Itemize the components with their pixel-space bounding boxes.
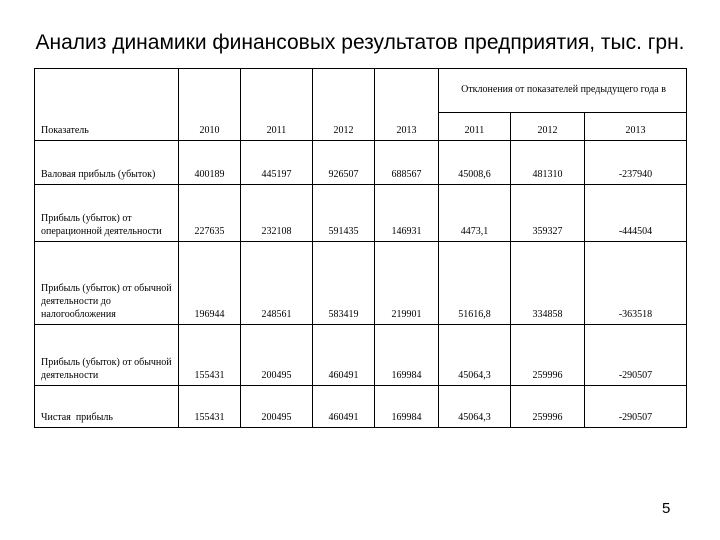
cell-value: 688567 — [375, 141, 439, 185]
cell-deviation: 45064,3 — [439, 325, 511, 386]
header-year: 2010 — [179, 69, 241, 141]
cell-value: 155431 — [179, 325, 241, 386]
cell-value: 232108 — [241, 185, 313, 242]
cell-value: 583419 — [313, 242, 375, 325]
cell-deviation: 45064,3 — [439, 386, 511, 428]
header-indicator: Показатель — [35, 69, 179, 141]
cell-deviation: -290507 — [585, 325, 687, 386]
cell-value: 155431 — [179, 386, 241, 428]
row-label: Прибыль (убыток) от обычной деятельности до налогообложения — [35, 242, 179, 325]
header-year: 2012 — [313, 69, 375, 141]
row-label: Прибыль (убыток) от операционной деятельности — [35, 185, 179, 242]
table-row — [35, 325, 687, 386]
cell-deviation: 259996 — [511, 325, 585, 386]
cell-value: 460491 — [313, 325, 375, 386]
cell-value: 219901 — [375, 242, 439, 325]
cell-deviation: 481310 — [511, 141, 585, 185]
cell-value: 196944 — [179, 242, 241, 325]
header-deviation-year: 2011 — [439, 113, 511, 141]
cell-deviation: 359327 — [511, 185, 585, 242]
cell-deviation: 45008,6 — [439, 141, 511, 185]
header-year: 2011 — [241, 69, 313, 141]
cell-value: 248561 — [241, 242, 313, 325]
table-row — [35, 141, 687, 185]
page-number: 5 — [662, 500, 671, 517]
cell-deviation: -237940 — [585, 141, 687, 185]
header-year: 2013 — [375, 69, 439, 141]
cell-value: 445197 — [241, 141, 313, 185]
cell-deviation: -363518 — [585, 242, 687, 325]
header-deviation-year: 2012 — [511, 113, 585, 141]
cell-value: 400189 — [179, 141, 241, 185]
row-label: Валовая прибыль (убыток) — [35, 141, 179, 185]
financial-results-table — [34, 68, 687, 428]
cell-deviation: -444504 — [585, 185, 687, 242]
cell-deviation: 4473,1 — [439, 185, 511, 242]
cell-value: 926507 — [313, 141, 375, 185]
cell-value: 200495 — [241, 325, 313, 386]
row-label: Чистая прибыль — [35, 386, 179, 428]
cell-value: 146931 — [375, 185, 439, 242]
table-header-row — [35, 69, 687, 113]
row-label: Прибыль (убыток) от обычной деятельности — [35, 325, 179, 386]
cell-deviation: 334858 — [511, 242, 585, 325]
table-row — [35, 386, 687, 428]
cell-value: 200495 — [241, 386, 313, 428]
table-row — [35, 242, 687, 325]
cell-value: 169984 — [375, 386, 439, 428]
header-deviation-year: 2013 — [585, 113, 687, 141]
cell-deviation: 259996 — [511, 386, 585, 428]
cell-value: 591435 — [313, 185, 375, 242]
header-deviation-group: Отклонения от показателей предыдущего года в — [439, 69, 687, 113]
cell-deviation: 51616,8 — [439, 242, 511, 325]
cell-value: 460491 — [313, 386, 375, 428]
cell-deviation: -290507 — [585, 386, 687, 428]
page-title: Анализ динамики финансовых результатов предприятия, тыс. грн. — [35, 31, 685, 54]
cell-value: 227635 — [179, 185, 241, 242]
cell-value: 169984 — [375, 325, 439, 386]
table-row — [35, 185, 687, 242]
